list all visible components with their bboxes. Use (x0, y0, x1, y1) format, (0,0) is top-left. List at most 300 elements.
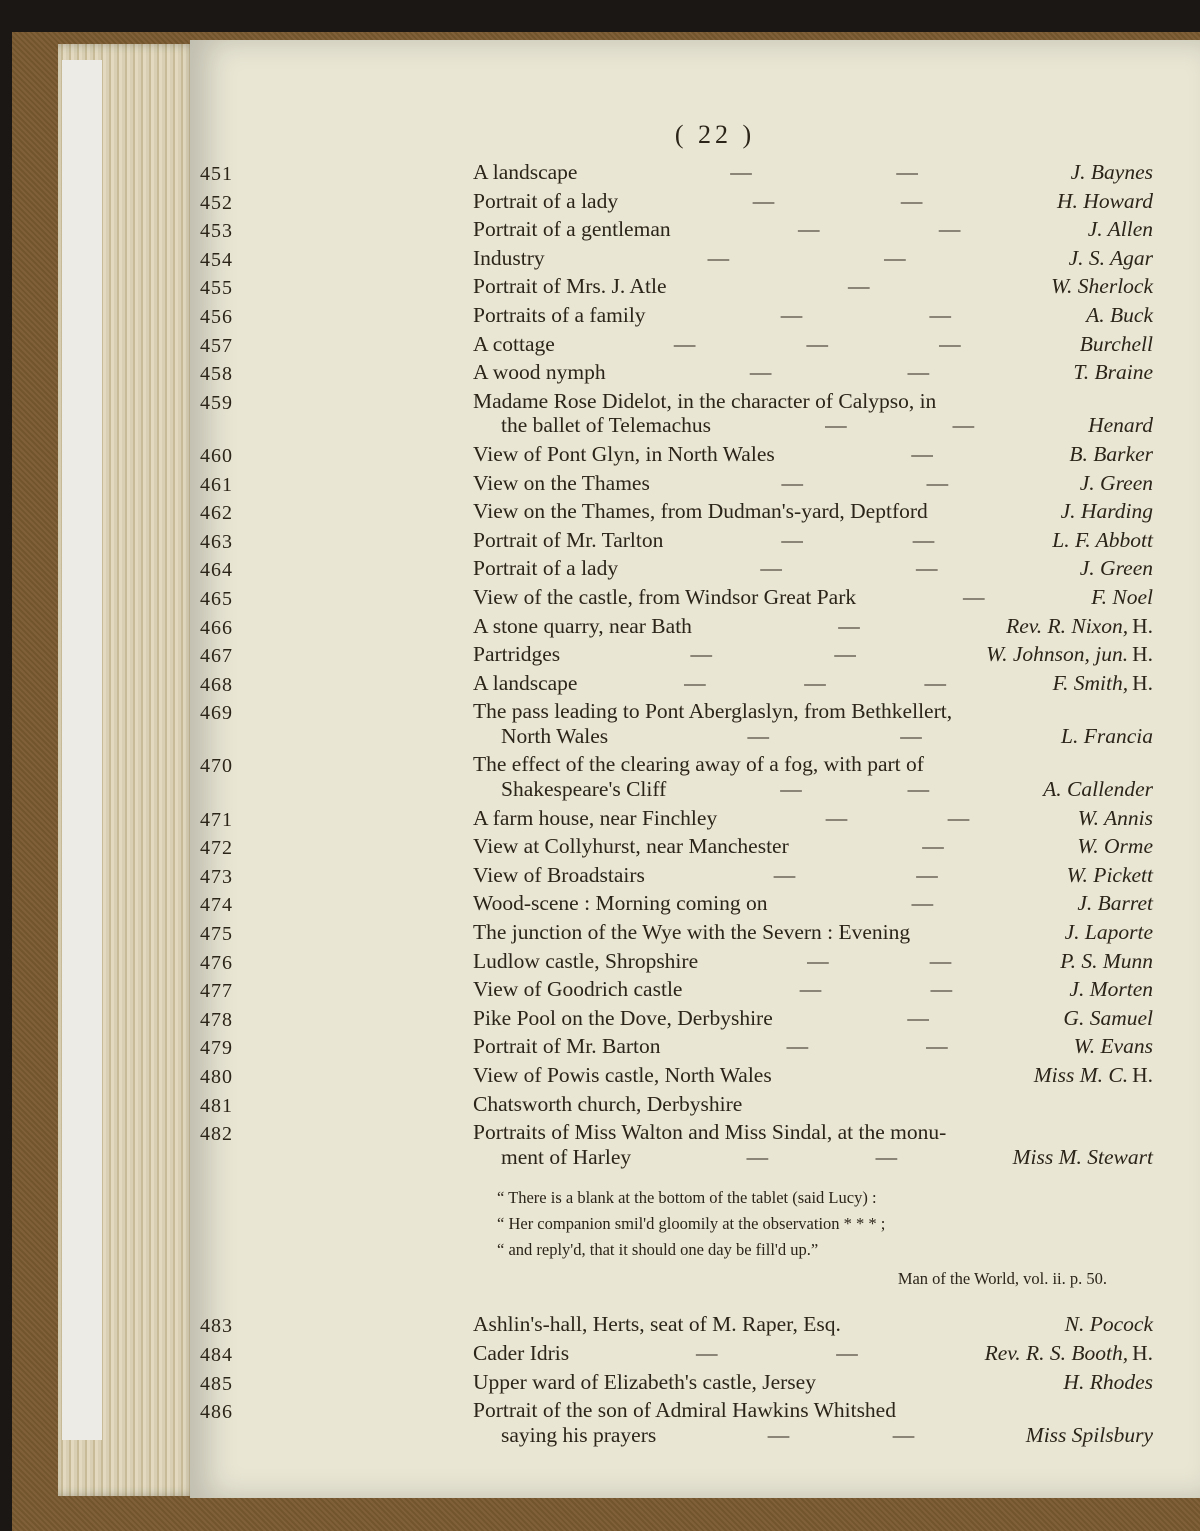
artist-name: W. Orme (1077, 834, 1153, 859)
entry-line (473, 614, 1153, 639)
entry-body (473, 1063, 1153, 1088)
dash-leader: — (797, 217, 820, 242)
dash-leader: — (838, 613, 860, 638)
artist-name: Rev. R. S. Booth, (984, 1340, 1129, 1365)
dash-leader: — (900, 188, 923, 213)
catalogue-entry (200, 642, 1160, 667)
artwork-title: Shakespeare's Cliff (501, 777, 667, 802)
artwork-title: Portrait of the son of Admiral Hawkins Whitshed (473, 1398, 896, 1423)
catalogue-entry (200, 977, 1160, 1002)
entry-number: 477 (200, 980, 233, 1003)
entry-number: 473 (200, 865, 233, 888)
entry-body (473, 614, 1153, 639)
entry-line (473, 1034, 1153, 1059)
catalogue-entry (200, 217, 1160, 242)
entry-number: 486 (200, 1401, 233, 1424)
entry-line (473, 1341, 1153, 1366)
artwork-title: The junction of the Wye with the Severn : Evening (473, 920, 911, 945)
dash-leader: — (690, 642, 712, 667)
honorary-mark: H. (1132, 670, 1153, 695)
entry-body (473, 1370, 1153, 1395)
artist-name: W. Johnson, jun. (986, 642, 1129, 667)
entry-body (473, 389, 1153, 438)
artwork-title: Portraits of Miss Walton and Miss Sindal, at the monu- (473, 1120, 947, 1145)
entry-body (473, 585, 1153, 610)
entry-number: 454 (200, 248, 233, 271)
entry-body (473, 949, 1153, 974)
leader-dashes (656, 1423, 1026, 1448)
entry-body (473, 528, 1153, 553)
quote-line-1: “ There is a blank at the bottom of the tablet (said Lucy) : (497, 1188, 877, 1208)
artist-name: J. Harding (1060, 499, 1153, 524)
artist-name: J. Baynes (1070, 160, 1153, 184)
entry-line (473, 699, 1153, 724)
entry-line (473, 777, 1153, 802)
leader-dashes (711, 413, 1088, 438)
dash-leader: — (806, 331, 829, 356)
dash-leader: — (780, 302, 803, 327)
artwork-title: Portrait of Mr. Barton (473, 1034, 661, 1059)
artwork-title: Partridges (473, 642, 561, 667)
dash-leader: — (926, 470, 949, 495)
entry-line (473, 863, 1153, 888)
artist-name: Burchell (1079, 331, 1153, 356)
entry-body (473, 189, 1153, 214)
catalogue-entry (200, 360, 1160, 385)
entry-line (473, 189, 1153, 214)
honorary-mark: H. (1132, 1063, 1153, 1087)
entry-body (473, 499, 1153, 524)
artwork-title: View of the castle, from Windsor Great Park (473, 584, 857, 609)
artwork-title: The pass leading to Pont Aberglaslyn, from Bethkellert, (473, 699, 953, 724)
epigraph-quote (497, 1185, 1107, 1292)
entry-number: 481 (200, 1094, 233, 1117)
artwork-title: A landscape (473, 160, 578, 184)
leader-dashes (767, 891, 1077, 916)
dash-leader: — (884, 245, 906, 270)
artwork-title: Ludlow castle, Shropshire (473, 948, 699, 973)
entry-body (473, 1120, 1153, 1169)
artwork-title: View of Pont Glyn, in North Wales (473, 441, 775, 466)
dash-leader: — (749, 360, 772, 385)
artist-name: L. Francia (1061, 723, 1153, 748)
artwork-title: Wood-scene : Morning coming on (473, 891, 768, 916)
entry-line (473, 806, 1153, 831)
catalogue-entry (200, 160, 1160, 185)
entry-number: 476 (200, 951, 233, 974)
artwork-title: A cottage (473, 331, 555, 356)
dash-leader: — (962, 584, 985, 609)
artwork-title: Portrait of a gentleman (473, 217, 671, 242)
entry-number: 467 (200, 645, 233, 668)
entry-number: 464 (200, 559, 233, 582)
artwork-title: Ashlin's-hall, Herts, seat of M. Raper, Esq. (473, 1312, 841, 1337)
dash-leader: — (916, 556, 938, 581)
dash-leader: — (892, 1422, 915, 1447)
dash-leader: — (781, 470, 803, 495)
catalogue-entry (200, 1341, 1160, 1366)
leader-dashes (682, 977, 1069, 1002)
entry-body (473, 1398, 1153, 1447)
entry-line (473, 834, 1153, 859)
entry-line (473, 499, 1153, 524)
leader-dashes (631, 1145, 1012, 1170)
entry-line (473, 556, 1153, 581)
dash-leader: — (807, 948, 829, 973)
artist-name: N. Pocock (1064, 1312, 1153, 1337)
entry-line (473, 217, 1153, 242)
artist-name: J. S. Agar (1068, 245, 1153, 270)
dash-leader: — (900, 723, 922, 748)
leader-dashes (608, 724, 1061, 749)
artwork-title: A stone quarry, near Bath (473, 613, 692, 638)
artist-name: J. Allen (1087, 217, 1153, 242)
leader-dashes (650, 471, 1080, 496)
dash-leader: — (938, 217, 961, 242)
artist-name: Miss M. C. (1033, 1063, 1129, 1087)
entry-line (473, 471, 1153, 496)
entry-number: 479 (200, 1037, 233, 1060)
dash-leader: — (825, 413, 847, 438)
entry-line (473, 642, 1153, 667)
leader-dashes (856, 585, 1091, 610)
entry-body (473, 332, 1153, 357)
artist-name: G. Samuel (1063, 1005, 1153, 1030)
catalogue-entry (200, 920, 1160, 945)
leader-dashes (569, 1341, 984, 1366)
artwork-title: Cader Idris (473, 1340, 570, 1365)
dash-leader: — (929, 948, 952, 973)
entry-number: 466 (200, 616, 233, 639)
artwork-title: View of Broadstairs (473, 862, 645, 887)
leader-dashes (545, 246, 1069, 271)
dash-leader: — (747, 723, 769, 748)
entry-body (473, 556, 1153, 581)
entry-number: 460 (200, 444, 233, 467)
entry-number: 480 (200, 1066, 233, 1088)
leader-dashes (663, 528, 1052, 553)
catalogue-entry (200, 246, 1160, 271)
dash-leader: — (875, 1144, 898, 1169)
artwork-title: A landscape (473, 670, 578, 695)
catalogue-entry (200, 303, 1160, 328)
dash-leader: — (684, 670, 706, 695)
entry-body (473, 806, 1153, 831)
quote-line-2: “ Her companion smil'd gloomily at the observation * * * ; (497, 1214, 886, 1234)
entry-number: 461 (200, 473, 233, 496)
entry-line (473, 528, 1153, 553)
artist-name: J. Laporte (1064, 920, 1153, 945)
catalogue-entry (200, 1120, 1160, 1169)
catalogue-entry (200, 528, 1160, 553)
catalogue-entry (200, 699, 1160, 748)
leader-dashes (775, 442, 1070, 467)
catalogue-entry (200, 1398, 1160, 1447)
fly-leaf (62, 60, 102, 1440)
artwork-title: ment of Harley (501, 1144, 632, 1169)
entry-body (473, 1092, 1153, 1117)
entry-line (473, 160, 1153, 185)
catalogue-entry (200, 671, 1160, 696)
catalogue-entry (200, 863, 1160, 888)
leader-dashes (773, 1006, 1064, 1031)
entry-body (473, 977, 1153, 1002)
leader-dashes (671, 217, 1088, 242)
entry-line (473, 1398, 1153, 1423)
entry-body (473, 442, 1153, 467)
dash-leader: — (767, 1422, 790, 1447)
dash-leader: — (907, 777, 930, 802)
artist-name: B. Barker (1069, 441, 1153, 466)
artist-name: W. Evans (1073, 1034, 1153, 1059)
entry-line (473, 724, 1153, 749)
artwork-title: Portrait of a lady (473, 188, 619, 213)
dash-leader: — (781, 527, 803, 552)
artist-name: J. Morten (1069, 977, 1153, 1002)
entry-number: 483 (200, 1315, 233, 1338)
entry-number: 471 (200, 808, 233, 831)
dash-leader: — (804, 670, 826, 695)
artist-name: A. Buck (1086, 302, 1153, 327)
dash-leader: — (707, 245, 730, 270)
catalogue-entry (200, 585, 1160, 610)
catalogue-entry (200, 1092, 1160, 1117)
catalogue-entry (200, 834, 1160, 859)
entry-line (473, 442, 1153, 467)
entry-number: 462 (200, 502, 233, 525)
entry-number: 484 (200, 1343, 233, 1366)
entry-body (473, 160, 1153, 185)
entry-line (473, 1145, 1153, 1170)
catalogue-entry (200, 1006, 1160, 1031)
entry-line (473, 274, 1153, 299)
entry-body (473, 274, 1153, 299)
entry-body (473, 642, 1153, 667)
entry-line (473, 389, 1153, 414)
entry-body (473, 471, 1153, 496)
artist-name: H. Rhodes (1063, 1369, 1153, 1394)
artwork-title: North Wales (501, 723, 609, 748)
leader-dashes (661, 1034, 1074, 1059)
leader-dashes (560, 642, 986, 667)
dash-leader: — (746, 1144, 769, 1169)
dash-leader: — (930, 977, 953, 1002)
dash-leader: — (730, 160, 752, 184)
page-number: ( 22 ) (674, 120, 756, 149)
leader-dashes (606, 360, 1074, 385)
dash-leader: — (911, 891, 934, 916)
dash-leader: — (780, 777, 802, 802)
entry-line (473, 891, 1153, 916)
entry-line (473, 1006, 1153, 1031)
leader-dashes (618, 556, 1080, 581)
entry-number: 474 (200, 894, 233, 917)
artwork-title: Portrait of Mr. Tarlton (473, 527, 664, 552)
entry-number: 475 (200, 923, 233, 946)
leader-dashes (646, 303, 1087, 328)
artist-name: W. Annis (1077, 805, 1153, 830)
dash-leader: — (773, 862, 796, 887)
entry-line (473, 1423, 1153, 1448)
leader-dashes (698, 949, 1060, 974)
dash-leader: — (834, 642, 856, 667)
leader-dashes (555, 332, 1080, 357)
entry-line (473, 413, 1153, 438)
entry-number: 470 (200, 755, 233, 778)
quote-line-3: “ and reply'd, that it should one day be fill'd up.” (497, 1240, 819, 1260)
catalogue-entries-lower (200, 1312, 1160, 1447)
dash-leader: — (907, 1005, 929, 1030)
entry-line (473, 360, 1153, 385)
artist-name: Miss Spilsbury (1025, 1422, 1153, 1447)
entry-body (473, 834, 1153, 859)
entry-line (473, 752, 1153, 777)
dash-leader: — (825, 805, 848, 830)
artist-name: L. F. Abbott (1052, 527, 1153, 552)
artwork-title: the ballet of Telemachus (501, 413, 712, 438)
entry-number: 458 (200, 363, 233, 386)
honorary-mark: H. (1132, 1340, 1153, 1365)
entry-number: 453 (200, 220, 233, 243)
artist-name: H. Howard (1057, 188, 1153, 213)
entry-body (473, 752, 1153, 801)
entry-body (473, 891, 1153, 916)
catalogue-entry (200, 332, 1160, 357)
artist-name: F. Noel (1091, 584, 1153, 609)
entry-number: 469 (200, 702, 233, 725)
dash-leader: — (752, 188, 775, 213)
catalogue-entry (200, 556, 1160, 581)
artwork-title: saying his prayers (501, 1422, 657, 1447)
entry-body (473, 863, 1153, 888)
dash-leader: — (673, 331, 696, 356)
catalogue-entry (200, 499, 1160, 524)
entry-line (473, 303, 1153, 328)
entry-body (473, 920, 1153, 945)
catalogue-entry (200, 1312, 1160, 1337)
artwork-title: Upper ward of Elizabeth's castle, Jersey (473, 1369, 816, 1394)
catalogue-list (200, 160, 1160, 1451)
dash-leader: — (907, 360, 930, 385)
entry-number: 455 (200, 277, 233, 300)
entry-number: 482 (200, 1123, 233, 1146)
artwork-title: A farm house, near Finchley (473, 805, 718, 830)
entry-line (473, 1063, 1153, 1088)
entry-line (473, 1370, 1153, 1395)
dash-leader: — (916, 862, 938, 887)
catalogue-entry (200, 806, 1160, 831)
entry-number: 472 (200, 837, 233, 860)
entry-line (473, 1120, 1153, 1145)
artwork-title: View on the Thames (473, 470, 650, 495)
entry-body (473, 217, 1153, 242)
catalogue-entry (200, 752, 1160, 801)
artist-name: W. Pickett (1066, 862, 1153, 887)
catalogue-entry (200, 891, 1160, 916)
catalogue-entry (200, 389, 1160, 438)
catalogue-entry (200, 1034, 1160, 1059)
artwork-title: Portraits of a family (473, 302, 646, 327)
artwork-title: Portrait of a lady (473, 556, 619, 581)
artist-name: Rev. R. Nixon, (1006, 613, 1129, 638)
artist-name: F. Smith, (1052, 670, 1129, 695)
leader-dashes (667, 274, 1052, 299)
catalogue-entry (200, 274, 1160, 299)
entry-number: 465 (200, 587, 233, 610)
entry-number: 457 (200, 334, 233, 357)
entry-number: 456 (200, 305, 233, 328)
leader-dashes (692, 614, 1006, 639)
artwork-title: View on the Thames, from Dudman's-yard, Deptford (473, 499, 928, 524)
dash-leader: — (952, 413, 975, 438)
catalogue-entry (200, 442, 1160, 467)
dash-leader: — (836, 1340, 858, 1365)
artist-name: J. Green (1079, 556, 1153, 581)
entry-body (473, 1341, 1153, 1366)
artwork-title: Pike Pool on the Dove, Derbyshire (473, 1005, 773, 1030)
dash-leader: — (799, 977, 822, 1002)
entry-line (473, 949, 1153, 974)
dash-leader: — (760, 556, 782, 581)
artwork-title: Industry (473, 245, 545, 270)
dash-leader: — (939, 331, 961, 356)
dash-leader: — (912, 527, 935, 552)
entry-line (473, 920, 1153, 945)
entry-number: 452 (200, 191, 233, 214)
entry-line (473, 1312, 1153, 1337)
leader-dashes (577, 160, 1070, 185)
dash-leader: — (848, 274, 870, 299)
entry-body (473, 360, 1153, 385)
artwork-title: View of Powis castle, North Wales (473, 1063, 772, 1087)
artwork-title: Chatsworth church, Derbyshire (473, 1091, 743, 1116)
entry-number: 459 (200, 391, 233, 414)
entry-body (473, 303, 1153, 328)
artwork-title: View at Collyhurst, near Manchester (473, 834, 789, 859)
entry-body (473, 1312, 1153, 1337)
dash-leader: — (786, 1034, 809, 1059)
entry-line (473, 671, 1153, 696)
leader-dashes (717, 806, 1078, 831)
leader-dashes (577, 671, 1052, 696)
artwork-title: Madame Rose Didelot, in the character of Calypso, in (473, 388, 937, 413)
dash-leader: — (695, 1340, 718, 1365)
entry-body (473, 699, 1153, 748)
artist-name: W. Sherlock (1051, 274, 1153, 299)
entry-number: 478 (200, 1008, 233, 1031)
honorary-mark: H. (1132, 642, 1153, 667)
entry-line (473, 246, 1153, 271)
quote-source: Man of the World, vol. ii. p. 50. (897, 1269, 1107, 1289)
catalogue-entry (200, 471, 1160, 496)
entry-number: 451 (200, 163, 233, 185)
dash-leader: — (911, 441, 933, 466)
entry-number: 485 (200, 1372, 233, 1395)
catalogue-entry (200, 614, 1160, 639)
artwork-title: The effect of the clearing away of a fog, with part of (473, 752, 924, 777)
dash-leader: — (924, 670, 946, 695)
leader-dashes (618, 189, 1057, 214)
catalogue-entry (200, 1370, 1160, 1395)
artwork-title: View of Goodrich castle (473, 977, 683, 1002)
leader-dashes (645, 863, 1067, 888)
entry-line (473, 977, 1153, 1002)
catalogue-entry (200, 949, 1160, 974)
entry-line (473, 585, 1153, 610)
artist-name: T. Braine (1073, 360, 1153, 385)
artist-name: A. Callender (1043, 777, 1153, 802)
catalogue-entries-upper (200, 160, 1160, 1169)
